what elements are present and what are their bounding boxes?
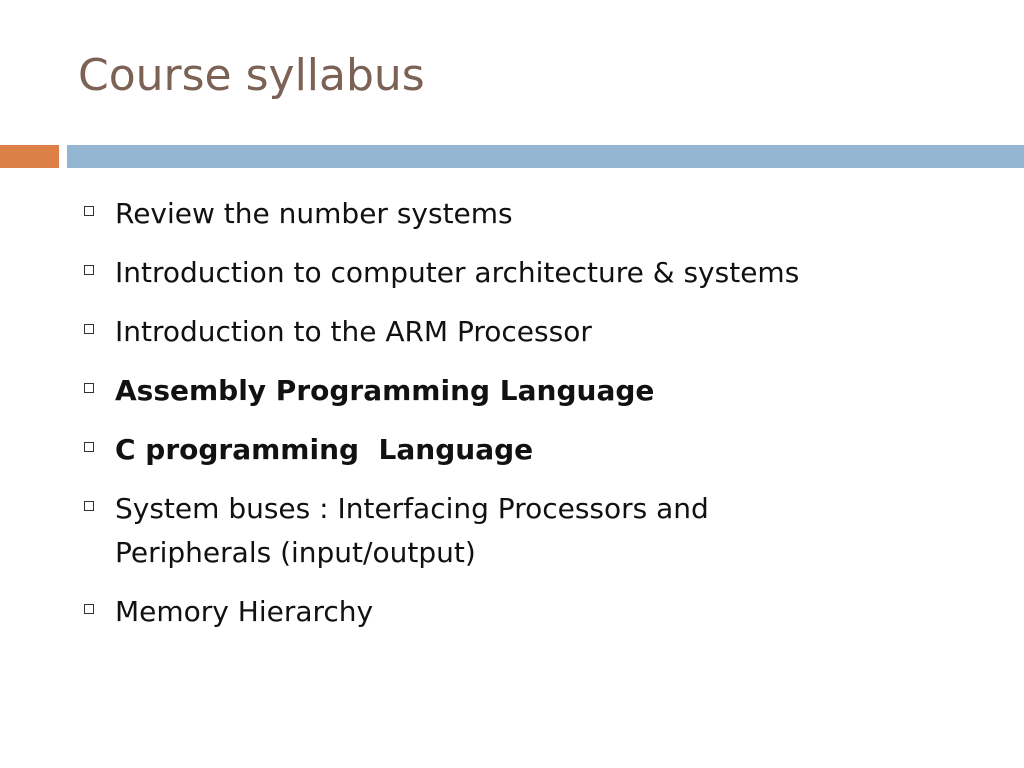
bullet-item bbox=[80, 369, 1000, 413]
bullet-text: Introduction to computer architecture & systems bbox=[115, 256, 800, 289]
square-bullet-icon bbox=[84, 265, 94, 275]
bullet-item bbox=[80, 310, 1000, 354]
bullet-text: Review the number systems bbox=[115, 197, 513, 230]
bullet-list bbox=[80, 192, 1000, 649]
bullet-text: Assembly Programming Language bbox=[115, 374, 655, 407]
bullet-item bbox=[80, 192, 1000, 236]
square-bullet-icon bbox=[84, 383, 94, 393]
bullet-text: C programming Language bbox=[115, 433, 534, 466]
bullet-item bbox=[80, 487, 1000, 575]
accent-bar bbox=[0, 145, 59, 168]
bullet-text: System buses : Interfacing Processors and Peripherals (input/output) bbox=[115, 492, 718, 569]
bullet-item bbox=[80, 590, 1000, 634]
bullet-text: Memory Hierarchy bbox=[115, 595, 374, 628]
title-underline-bar bbox=[67, 145, 1024, 168]
slide-title: Course syllabus bbox=[78, 50, 425, 101]
bullet-text: Introduction to the ARM Processor bbox=[115, 315, 592, 348]
square-bullet-icon bbox=[84, 442, 94, 452]
bullet-item bbox=[80, 428, 1000, 472]
square-bullet-icon bbox=[84, 501, 94, 511]
square-bullet-icon bbox=[84, 206, 94, 216]
square-bullet-icon bbox=[84, 604, 94, 614]
bullet-item bbox=[80, 251, 1000, 295]
square-bullet-icon bbox=[84, 324, 94, 334]
